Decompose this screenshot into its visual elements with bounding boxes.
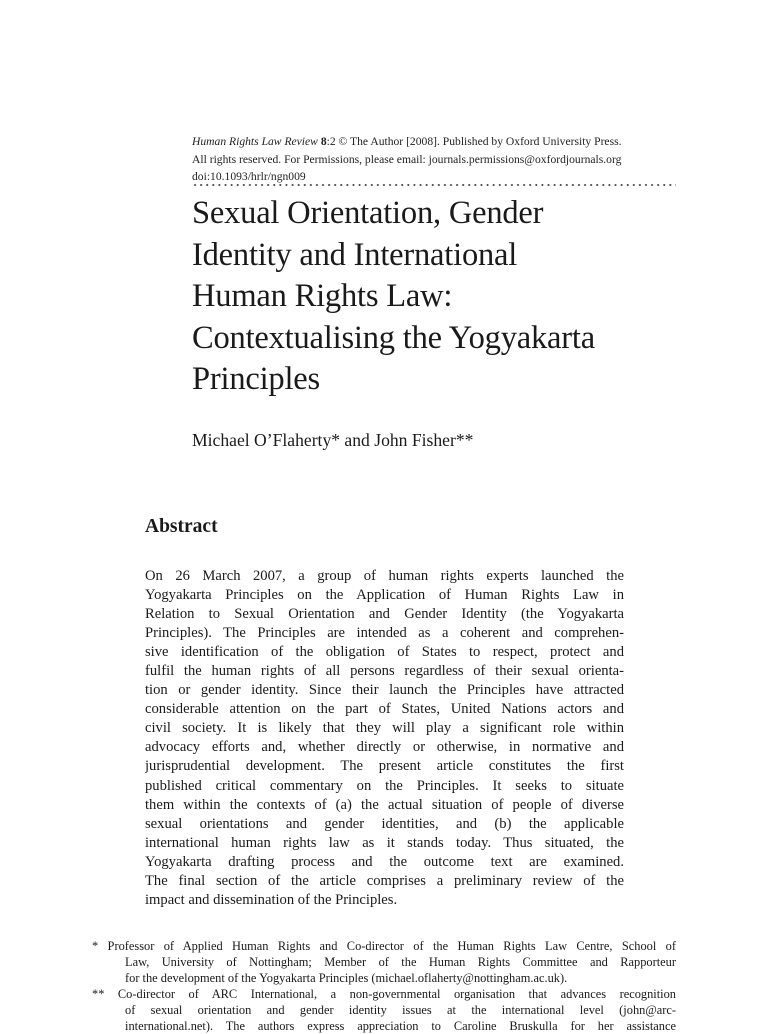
abstract-line: sexual orientations and gender identities, and (b) the applicable — [145, 815, 624, 832]
abstract-line: tion or gender identity. Since their launch the Principles have attracted — [145, 682, 624, 699]
citation-line — [192, 133, 676, 151]
abstract-line: advocacy efforts and, whether directly or otherwise, in normative and — [145, 739, 624, 756]
abstract-line: impact and dissemination of the Principles. — [145, 891, 398, 908]
article-title — [192, 193, 692, 401]
footnote-line: Law, University of Nottingham; Member of the Human Rights Committee and Rapporteur — [125, 955, 676, 969]
title-line: Contextualising the Yogyakarta — [192, 319, 595, 356]
abstract-line: civil society. It is likely that they will play a significant role within — [145, 720, 624, 737]
journal-name: Human Rights Law Review — [192, 135, 318, 148]
abstract-line: The final section of the article comprises a preliminary review of the — [145, 872, 624, 889]
footnote-line: international.net). The authors express appreciation to Caroline Bruskulla for her assistance — [125, 1019, 676, 1033]
footnotes — [92, 938, 676, 1034]
abstract-line: published critical commentary on the Principles. It seeks to situate — [145, 777, 624, 794]
abstract-line: sive identification of the obligation of States to respect, protect and — [145, 644, 624, 661]
footnote-line: for the development of the Yogyakarta Principles (michael.oflaherty@nottingham.ac.uk). — [125, 971, 568, 985]
abstract-text — [145, 567, 624, 910]
journal-citation-header — [192, 133, 676, 186]
author-list: Michael O’Flaherty* and John Fisher** — [192, 430, 474, 450]
footnote-author-2 — [92, 986, 676, 1034]
footnote-line: of sexual orientation and gender identity issues at the international level (john@arc- — [125, 1003, 676, 1017]
abstract-line: Yogyakarta drafting process and the outcome text are examined. — [145, 853, 624, 870]
abstract-line: Relation to Sexual Orientation and Gender Identity (the Yogyakarta — [145, 606, 624, 623]
title-line: Principles — [192, 361, 320, 397]
footnote-line: * Professor of Applied Human Rights and Co-director of the Human Rights Law Centre, School of — [92, 939, 676, 953]
footnote-line: ** Co-director of ARC International, a non-governmental organisation that advances recognition — [92, 987, 676, 1001]
abstract-heading: Abstract — [145, 516, 218, 537]
dotted-divider — [192, 183, 676, 187]
abstract-line: jurisprudential development. The present article constitutes the first — [145, 758, 624, 775]
rights-line: All rights reserved. For Permissions, please email: journals.permissions@oxfordjournals.org — [192, 152, 622, 166]
abstract-line: considerable attention on the part of States, United Nations actors and — [145, 701, 624, 718]
title-line: Sexual Orientation, Gender — [192, 195, 544, 231]
title-line: Identity and International — [192, 236, 518, 273]
abstract-line: fulfil the human rights of all persons regardless of their sexual orienta- — [145, 663, 624, 680]
doi-line: doi:10.1093/hrlr/ngn009 — [192, 170, 306, 183]
issue-copyright: :2 © The Author [2008]. Published by Oxford University Press. — [326, 135, 622, 148]
abstract-line: international human rights law as it stands today. Thus situated, the — [145, 834, 624, 851]
abstract-line: Principles). The Principles are intended as a coherent and comprehen- — [145, 625, 624, 642]
title-line: Human Rights Law: — [192, 278, 453, 314]
abstract-line: them within the contexts of (a) the actual situation of people of diverse — [145, 796, 624, 813]
footnote-author-1 — [92, 938, 676, 986]
abstract-line: On 26 March 2007, a group of human rights experts launched the — [145, 568, 624, 584]
abstract-line: Yogyakarta Principles on the Application of Human Rights Law in — [145, 587, 624, 604]
volume-number: 8 — [320, 135, 327, 148]
